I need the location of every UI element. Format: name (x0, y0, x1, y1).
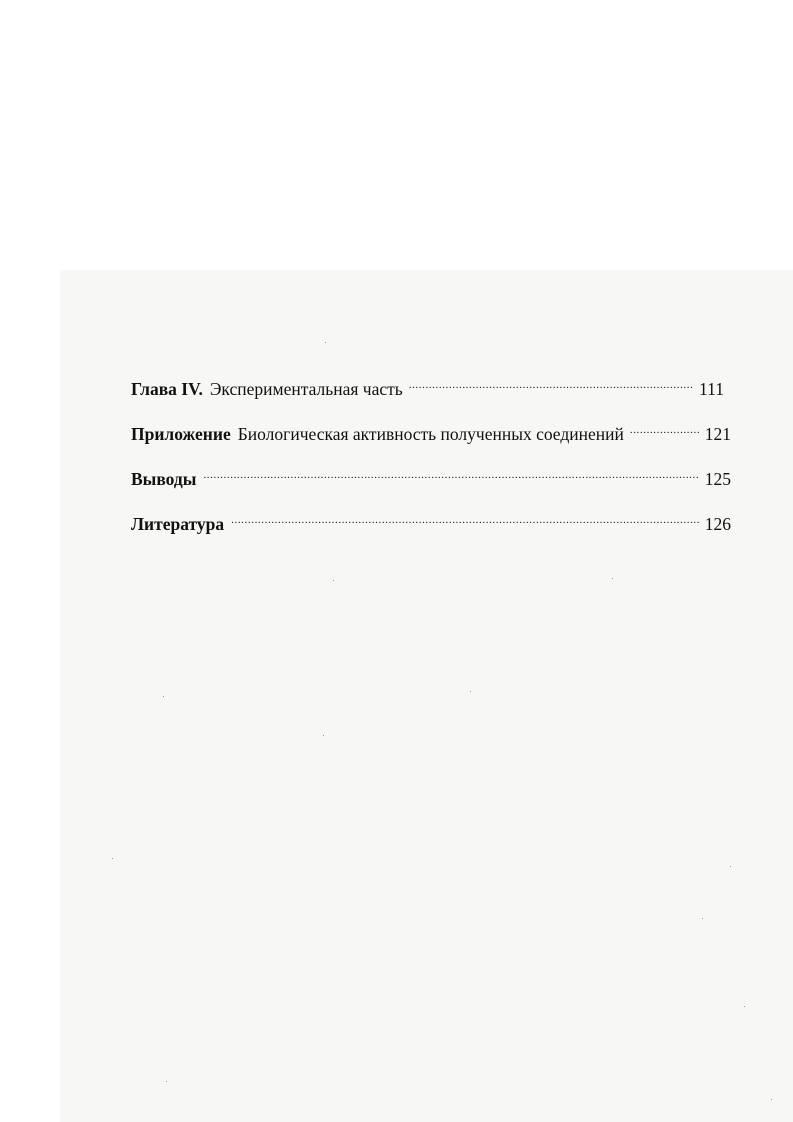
toc-entry-page: 111 (699, 379, 724, 399)
toc-entry-title: Экспериментальная часть (209, 379, 403, 399)
toc-entry-chapter-4[interactable] (131, 372, 731, 399)
dot-leader (203, 462, 698, 485)
toc-entry-label: Выводы (131, 469, 197, 489)
toc-entry-label: Литература (131, 514, 225, 534)
toc-entry-page: 126 (704, 514, 731, 534)
toc-entry-appendix[interactable] (131, 417, 731, 444)
table-of-contents (131, 372, 731, 552)
toc-entry-title: Биологическая активность полученных соединений (237, 424, 624, 444)
dot-leader (231, 507, 699, 530)
toc-entry-page: 125 (704, 469, 731, 489)
toc-entry-references[interactable] (131, 507, 731, 534)
toc-entry-page: 121 (704, 424, 731, 444)
dot-leader (630, 417, 699, 440)
dot-leader (409, 372, 693, 395)
toc-entry-conclusions[interactable] (131, 462, 731, 489)
toc-entry-label: Приложение (131, 424, 231, 444)
toc-entry-label: Глава IV. (131, 379, 203, 399)
